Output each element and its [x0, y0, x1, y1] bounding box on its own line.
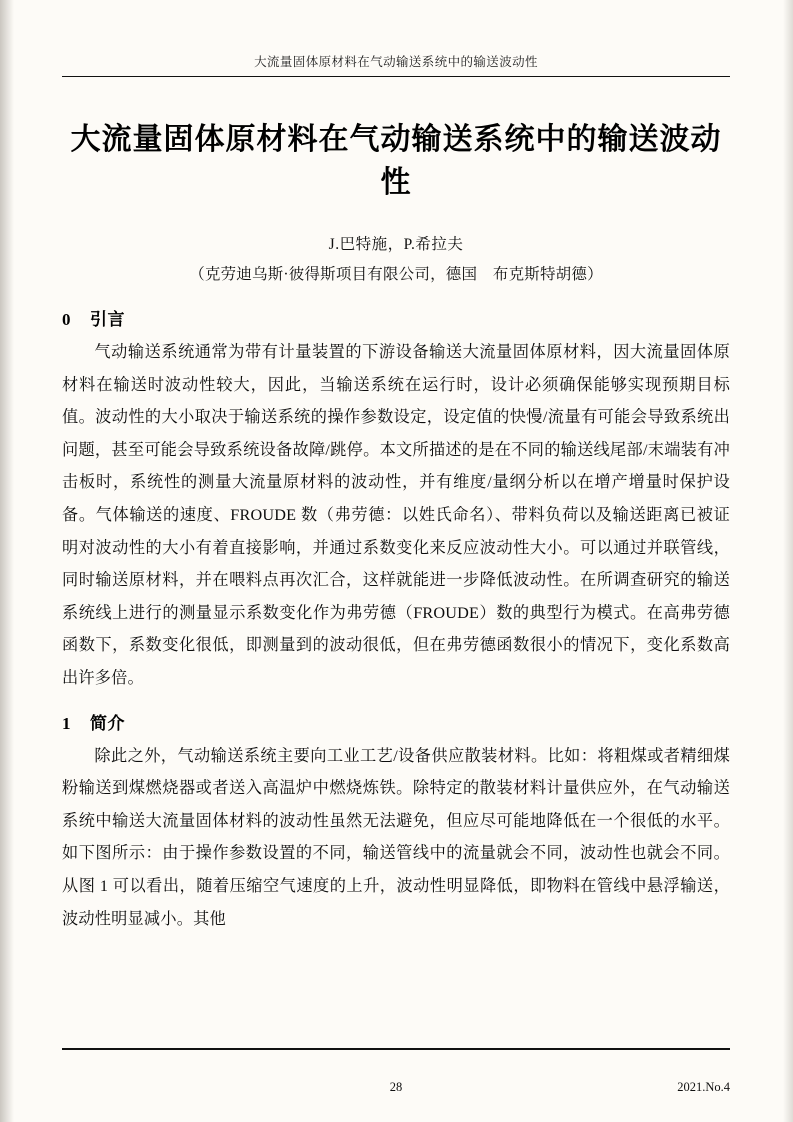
page-number: 28	[389, 1080, 403, 1094]
footer-rule	[62, 1048, 730, 1050]
affiliation: （克劳迪乌斯·彼得斯项目有限公司，德国 布克斯特胡德）	[189, 266, 603, 283]
running-head: 大流量固体原材料在气动输送系统中的输送波动性	[254, 55, 538, 69]
section-number-1: 1	[62, 713, 71, 733]
paragraph: 气动输送系统通常为带有计量装置的下游设备输送大流量固体原材料，因大流量固体原材料在输送时波动性较大，因此，当输送系统在运行时，设计必须确保能够实现预期目标值。波动性的大小取决于输送系统的操作参数设定，设定值的快慢/流量有可能会导致系统出问题，甚至可能会导致系统设备故障/跳停。本文所描述的是在不同的输送线尾部/末端装有冲击板时，系统性的测量大流量原材料的波动性，并有维度/量纲分析以在增产增量时保护设备。气体输送的速度、FROUDE 数（弗劳德：以姓氏命名）、带料负荷以及输送距离已被证明对波动性的大小有着直接影响，并通过系数变化来反应波动性大小。可以通过并联管线，同时输送原材料，并在喂料点再次汇合，这样就能进一步降低波动性。在所调查研究的输送系统线上进行的测量显示系数变化作为弗劳德（FROUDE）数的典型行为模式。在高弗劳德函数下，系数变化很低，即测量到的波动很低，但在弗劳德函数很小的情况下，变化系数高出许多倍。	[62, 343, 730, 687]
page-title: 大流量固体原材料在气动输送系统中的输送波动性	[70, 123, 722, 199]
section-heading-1	[62, 709, 730, 734]
section-number-0: 0	[62, 310, 71, 329]
running-head-rule	[62, 76, 730, 77]
issue-label: 2021.No.4	[677, 1080, 730, 1094]
page-content	[62, 0, 730, 1122]
section-spacer	[62, 697, 730, 709]
section-title-1: 简介	[90, 713, 125, 733]
authors: J.巴特施，P.希拉夫	[328, 236, 464, 253]
section-heading-0	[62, 305, 730, 330]
section-title-0: 引言	[90, 310, 125, 329]
article-body	[62, 305, 730, 937]
paragraph: 除此之外，气动输送系统主要向工业工艺/设备供应散装材料。比如：将粗煤或者精细煤粉输送到煤燃烧器或者送入高温炉中燃烧炼铁。除特定的散装材料计量供应外，在气动输送系统中输送大流量固体材料的波动性虽然无法避免，但应尽可能地降低在一个很低的水平。如下图所示：由于操作参数设置的不同，输送管线中的流量就会不同，波动性也就会不同。从图 1 可以看出，随着压缩空气速度的上升，波动性明显降低，即物料在管线中悬浮输送，波动性明显减小。其他	[62, 746, 730, 928]
